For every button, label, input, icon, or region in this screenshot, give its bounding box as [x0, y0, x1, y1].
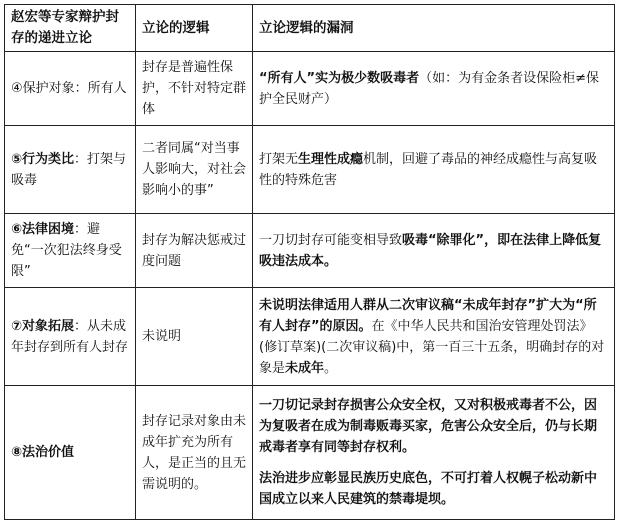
header-col2: 立论的逻辑 [136, 5, 253, 52]
row-flaw [253, 386, 615, 520]
row-flaw: 打架无生理性成瘾机制，回避了毒品的神经成瘾性与高复吸性的特殊危害 [253, 126, 615, 214]
flaw-paragraph-1: 一刀切记录封存损害公众安全权，又对积极戒毒者不公，因为复吸者在成为制毒贩毒买家，危害公众安全后，仍与长期戒毒者享有同等封存权利。 [259, 398, 598, 455]
row-title: ⑥法律困境：避免“一次犯法终身受限” [5, 214, 136, 288]
row-flaw: 一刀切封存可能变相导致吸毒“除罪化”，即在法律上降低复吸违法成本。 [253, 214, 615, 288]
row-flaw: 未说明法律适用人群从二次审议稿“未成年封存”扩大为“所有人封存”的原因。在《中华人民共和国治安管理处罚法》(修订草案)(二次审议稿)中，第一百三十五条，明确封存的对象是未成年。 [253, 288, 615, 386]
row-title: ④保护对象：所有人 [5, 52, 136, 126]
row-logic: 未说明 [136, 288, 253, 386]
flaw-paragraph-2: 法治进步应彰显民族历史底色，不可打着人权幌子松动新中国成立以来人民建筑的禁毒堤坝。 [259, 471, 598, 507]
table-row [5, 214, 615, 288]
argument-table [4, 4, 615, 520]
row-logic: 二者同属“对当事人影响大，对社会影响小的事” [136, 126, 253, 214]
row-logic: 封存为解决惩戒过度问题 [136, 214, 253, 288]
header-row [5, 5, 615, 52]
header-col3: 立论逻辑的漏洞 [253, 5, 615, 52]
row-logic: 封存是普遍性保护，不针对特定群体 [136, 52, 253, 126]
table-row [5, 126, 615, 214]
header-col1: 赵宏等专家辩护封存的递进立论 [5, 5, 136, 52]
table-row [5, 52, 615, 126]
row-title: ⑦对象拓展：从未成年封存到所有人封存 [5, 288, 136, 386]
table-row [5, 386, 615, 520]
row-title: ⑤行为类比：打架与吸毒 [5, 126, 136, 214]
row-flaw: “所有人”实为极少数吸毒者（如：为有金条者设保险柜≠保护全民财产） [253, 52, 615, 126]
row-logic: 封存记录对象由未成年扩充为所有人，是正当的且无需说明的。 [136, 386, 253, 520]
table-row [5, 288, 615, 386]
row-title: ⑧法治价值 [5, 386, 136, 520]
